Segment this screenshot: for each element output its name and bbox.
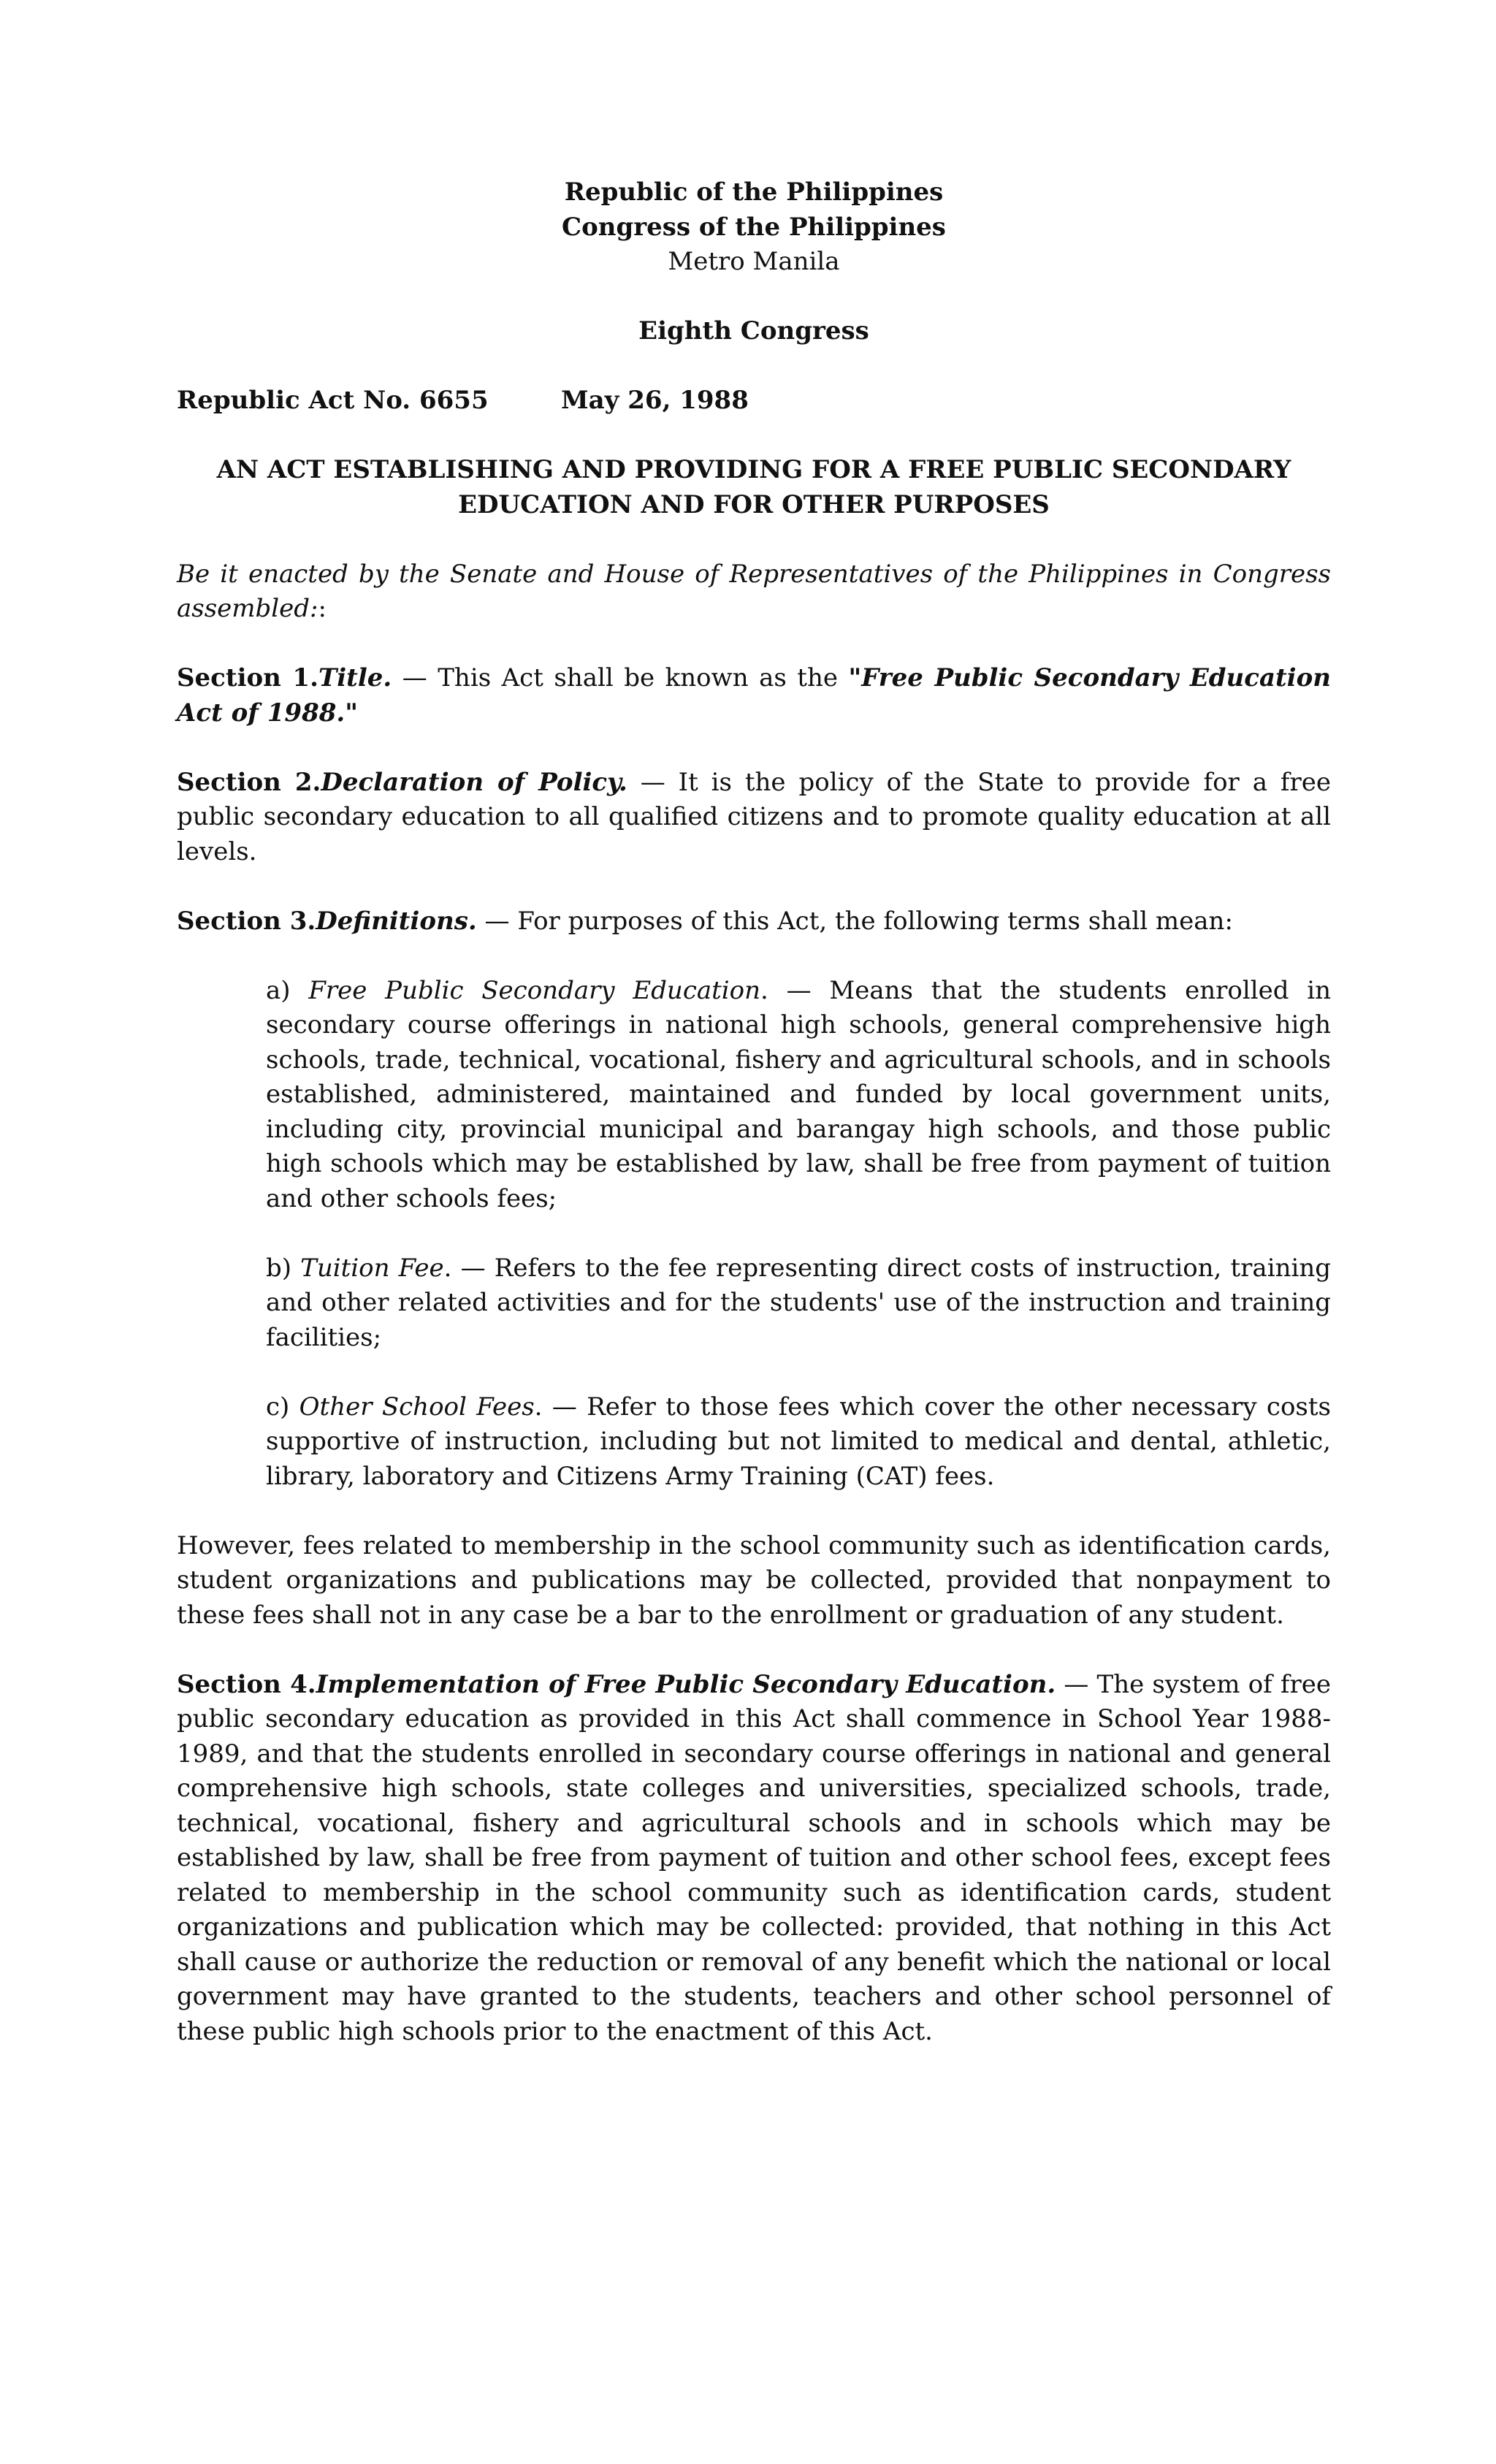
section-2-label: Section 2.	[177, 767, 321, 797]
section-3	[177, 904, 1331, 939]
definition-a-term: Free Public Secondary Education	[308, 975, 761, 1005]
section-2-text: — It is the policy of the State to provide for a free public secondary education to all qualified citizens and to promote quality education at all levels.	[177, 767, 1331, 866]
enacting-clause	[177, 557, 1331, 627]
definition-b-text: . — Refers to the fee representing direct costs of instruction, training and other related activities and for the students' use of the instruction and training facilities;	[266, 1253, 1331, 1352]
section-3-text: — For purposes of this Act, the following terms shall mean:	[476, 906, 1233, 936]
section-3-label: Section 3.	[177, 906, 316, 936]
section-3-heading: Definitions.	[316, 906, 477, 936]
section-2	[177, 766, 1331, 870]
section-4-heading: Implementation of Free Public Secondary Education.	[316, 1669, 1056, 1699]
header-congress: Congress of the Philippines	[562, 212, 946, 242]
act-title-line-2: EDUCATION AND FOR OTHER PURPOSES	[458, 489, 1050, 519]
definition-b-prefix: b)	[266, 1253, 301, 1283]
section-3-proviso: However, fees related to membership in the school community such as identification cards, student organizations and publications may be collected, provided that nonpayment to these fees shall not in any case be a bar to the enrollment or graduation of any student.	[177, 1530, 1331, 1630]
act-number: Republic Act No. 6655	[177, 386, 489, 415]
section-4-text: — The system of free public secondary education as provided in this Act shall commence in School Year 1988-1989, and that the students enrolled in secondary course offerings in national and general comprehensive high schools, state colleges and universities, specialized schools, trade, technical, vocational, fishery and agricultural schools and in schools which may be established by law, shall be free from payment of tuition and other school fees, except fees related to membership in the school community such as identification cards, student organizations and publication which may be collected: provided, that nothing in this Act shall cause or authorize the reduction or removal of any benefit which the national or local government may have granted to the students, teachers and other school personnel of these public high schools prior to the enactment of this Act.	[177, 1669, 1331, 2046]
definition-c-text: . — Refer to those fees which cover the other necessary costs supportive of instruction, including but not limited to medical and dental, athletic, library, laboratory and Citizens Army Training (CAT) fees.	[266, 1392, 1331, 1491]
definition-c	[266, 1390, 1331, 1495]
section-1-label: Section 1.	[177, 663, 318, 693]
enacting-clause-tail: :	[318, 594, 327, 623]
definition-c-term: Other School Fees	[299, 1392, 535, 1422]
definition-b	[266, 1251, 1331, 1356]
definition-b-term: Tuition Fee	[300, 1253, 444, 1283]
definition-a-prefix: a)	[266, 975, 309, 1005]
definition-a	[266, 974, 1331, 1217]
section-1	[177, 661, 1331, 731]
act-identifier-row	[177, 384, 1331, 419]
document-header	[177, 175, 1331, 349]
section-4	[177, 1668, 1331, 2050]
act-title	[177, 453, 1331, 522]
section-4-label: Section 4.	[177, 1669, 316, 1699]
definition-a-text: . — Means that the students enrolled in secondary course offerings in national high schools, general comprehensive high schools, trade, technical, vocational, fishery and agricultural schools, and in schools established, administered, maintained and funded by local government units, including city, provincial municipal and barangay high schools, and those public high schools which may be established by law, shall be free from payment of tuition and other schools fees;	[266, 975, 1331, 1213]
header-congress-number: Eighth Congress	[638, 316, 869, 346]
section-1-heading: Title.	[318, 663, 392, 693]
header-republic: Republic of the Philippines	[564, 178, 944, 207]
section-1-short-title: "Free Public Secondary Education Act of 1988."	[177, 663, 1331, 728]
enacting-clause-text: Be it enacted by the Senate and House of Representatives of the Philippines in Congress assembled:	[177, 559, 1331, 623]
document-body	[177, 175, 1331, 2049]
header-location: Metro Manila	[668, 247, 840, 276]
section-2-heading: Declaration of Policy.	[321, 767, 627, 797]
section-1-text: — This Act shall be known as the	[392, 663, 849, 693]
act-title-line-1: AN ACT ESTABLISHING AND PROVIDING FOR A FREE PUBLIC SECONDARY	[216, 455, 1291, 484]
act-date: May 26, 1988	[561, 386, 749, 415]
definition-c-prefix: c)	[266, 1392, 299, 1422]
